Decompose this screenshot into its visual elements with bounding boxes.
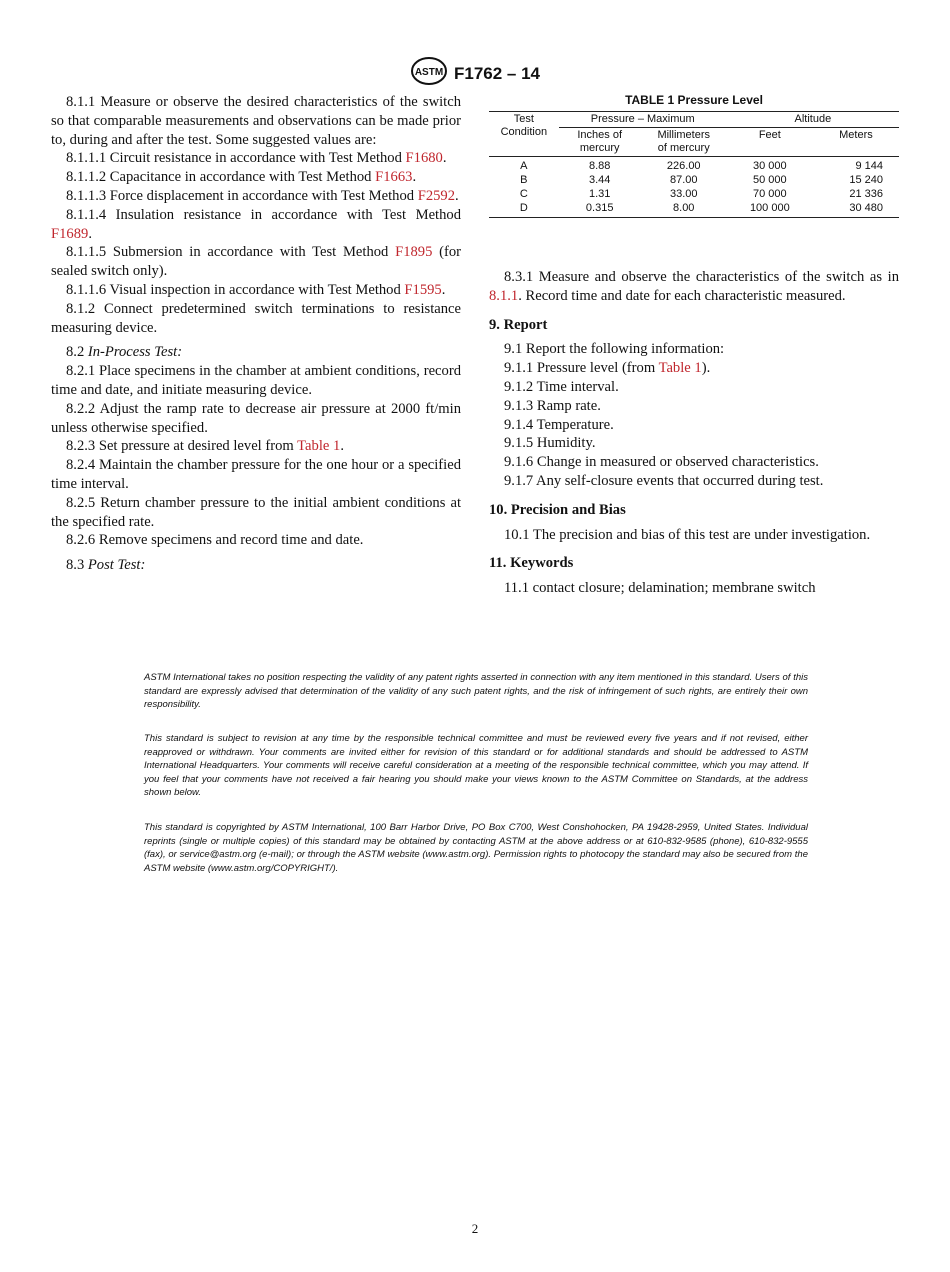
para-8-2-6: 8.2.6 Remove specimens and record time and date.: [66, 532, 364, 549]
para-8-1-2: 8.1.2 Connect predetermined switch terminations to resistance measuring device.: [51, 300, 461, 336]
standard-designation: F1762 – 14: [453, 63, 540, 83]
right-column: [489, 268, 899, 598]
svg-text:ASTM: ASTM: [414, 67, 444, 78]
table-row: C 1.31 33.00 70 000 21 336: [519, 188, 883, 200]
para-8-2-3: 8.2.3 Set pressure at desired level from Table 1.: [66, 438, 344, 455]
para-8-1-1-5: 8.1.1.5 Submersion in accordance with Test Method F1895 (for sealed switch only).: [51, 244, 461, 280]
link-f2592[interactable]: F2592: [417, 187, 456, 204]
left-column: [51, 93, 461, 575]
link-8-1-1[interactable]: 8.1.1: [489, 287, 519, 304]
table-row: D 0.315 8.00 100 000 30 480: [489, 201, 899, 218]
section-9-heading: 9. Report: [489, 316, 548, 333]
col-test-condition: Test Condition: [489, 112, 559, 157]
para-9-1-7: 9.1.7 Any self-closure events that occurred during test.: [504, 472, 824, 489]
page-header: [0, 56, 950, 91]
para-8-1-1-3: 8.1.1.3 Force displacement in accordance with Test Method F2592.: [66, 187, 459, 204]
para-10-1: 10.1 The precision and bias of this test are under investigation.: [504, 526, 871, 543]
col-millimeters: Millimeters of mercury: [641, 128, 727, 157]
para-8-2-1: 8.2.1 Place specimens in the chamber at ambient conditions, record time and date, and initiate measuring device.: [51, 363, 461, 398]
astm-logo-icon: [410, 56, 448, 91]
para-8-3: 8.3 Post Test:: [66, 557, 146, 574]
para-8-1-1-1: 8.1.1.1 Circuit resistance in accordance with Test Method F1680.: [66, 150, 447, 167]
para-8-2: 8.2 In-Process Test:: [66, 344, 183, 361]
para-8-1-1: 8.1.1 Measure or observe the desired characteristics of the switch so that comparable measurements and observations can be made prior to, during and after the test. Some suggested values are:: [51, 94, 461, 148]
table: [489, 111, 899, 218]
footer-patent-notice: ASTM International takes no position respecting the validity of any patent rights asserted in connection with any item mentioned in this standard. Users of this standard are expressly advised that determination of the validity of any such patent rights, and the risk of infringement of such rights, are entirely their own responsibility.: [144, 672, 808, 710]
col-feet: Feet: [727, 128, 813, 157]
para-8-1-1-6: 8.1.1.6 Visual inspection in accordance with Test Method F1595.: [66, 281, 446, 298]
para-9-1-4: 9.1.4 Temperature.: [504, 416, 614, 433]
link-f1663[interactable]: F1663: [375, 169, 413, 186]
table-row: A 8.88 226.00 30 000 9 144: [520, 160, 883, 172]
para-9-1-1: 9.1.1 Pressure level (from Table 1).: [504, 360, 711, 377]
col-pressure-group: Pressure – Maximum: [559, 112, 727, 128]
para-8-1-1-2: 8.1.1.2 Capacitance in accordance with Test Method F1663.: [66, 169, 417, 186]
pressure-level-table: [489, 93, 899, 218]
table-title: TABLE 1 Pressure Level: [625, 93, 763, 107]
page-number: 2: [471, 1221, 479, 1236]
para-8-2-5: 8.2.5 Return chamber pressure to the initial ambient conditions at the specified rate.: [51, 494, 461, 530]
para-8-2-2: 8.2.2 Adjust the ramp rate to decrease air pressure at 2000 ft/min unless otherwise specified.: [51, 400, 461, 436]
col-meters: Meters: [813, 128, 899, 157]
link-f1689[interactable]: F1689: [51, 225, 89, 242]
para-9-1-3: 9.1.3 Ramp rate.: [504, 397, 601, 414]
link-table-1[interactable]: Table 1: [297, 438, 341, 455]
link-f1895[interactable]: F1895: [395, 244, 433, 261]
footer-copyright-notice: This standard is copyrighted by ASTM International, 100 Barr Harbor Drive, PO Box C700, West Conshohocken, PA 19428-2959, United States. Individual reprints (single or multiple copies) of this standard may be obtained by contacting ASTM at the above address or at 610-832-9585 (phone), 610-832-9555 (fax), or service@astm.org (e-mail); or through the ASTM website (www.astm.org). Permission rights to photocopy the standard may also be secured from the ASTM website (www.astm.org/COPYRIGHT/).: [144, 822, 808, 874]
para-11-1: 11.1 contact closure; delamination; membrane switch: [504, 580, 816, 597]
link-table-1-report[interactable]: Table 1: [658, 360, 702, 377]
para-9-1-5: 9.1.5 Humidity.: [504, 435, 596, 452]
table-row: B 3.44 87.00 50 000 15 240: [520, 174, 883, 186]
link-f1595[interactable]: F1595: [404, 281, 442, 298]
link-f1680[interactable]: F1680: [405, 150, 443, 167]
col-inches: Inches of mercury: [559, 128, 641, 157]
col-altitude-group: Altitude: [727, 112, 899, 128]
footer-revision-notice: This standard is subject to revision at any time by the responsible technical committee and must be reviewed every five years and if not revised, either reapproved or withdrawn. Your comments are invited either for revision of this standard or for additional standards and should be addressed to ASTM International Headquarters. Your comments will receive careful consideration at a meeting of the responsible technical committee, which you may attend. If you feel that your comments have not received a fair hearing you should make your views known to the ASTM Committee on Standards, at the address shown below.: [144, 733, 808, 798]
para-9-1-6: 9.1.6 Change in measured or observed characteristics.: [504, 454, 819, 471]
para-8-2-4: 8.2.4 Maintain the chamber pressure for the one hour or a specified time interval.: [51, 457, 461, 492]
para-8-3-1: 8.3.1 Measure and observe the characteristics of the switch as in 8.1.1. Record time and date for each characteristic measured.: [489, 269, 899, 304]
para-9-1: 9.1 Report the following information:: [504, 341, 725, 358]
section-11-heading: 11. Keywords: [489, 555, 574, 572]
para-9-1-2: 9.1.2 Time interval.: [504, 378, 619, 395]
para-8-1-1-4: 8.1.1.4 Insulation resistance in accordance with Test Method F1689.: [51, 206, 461, 242]
section-10-heading: 10. Precision and Bias: [489, 501, 626, 518]
